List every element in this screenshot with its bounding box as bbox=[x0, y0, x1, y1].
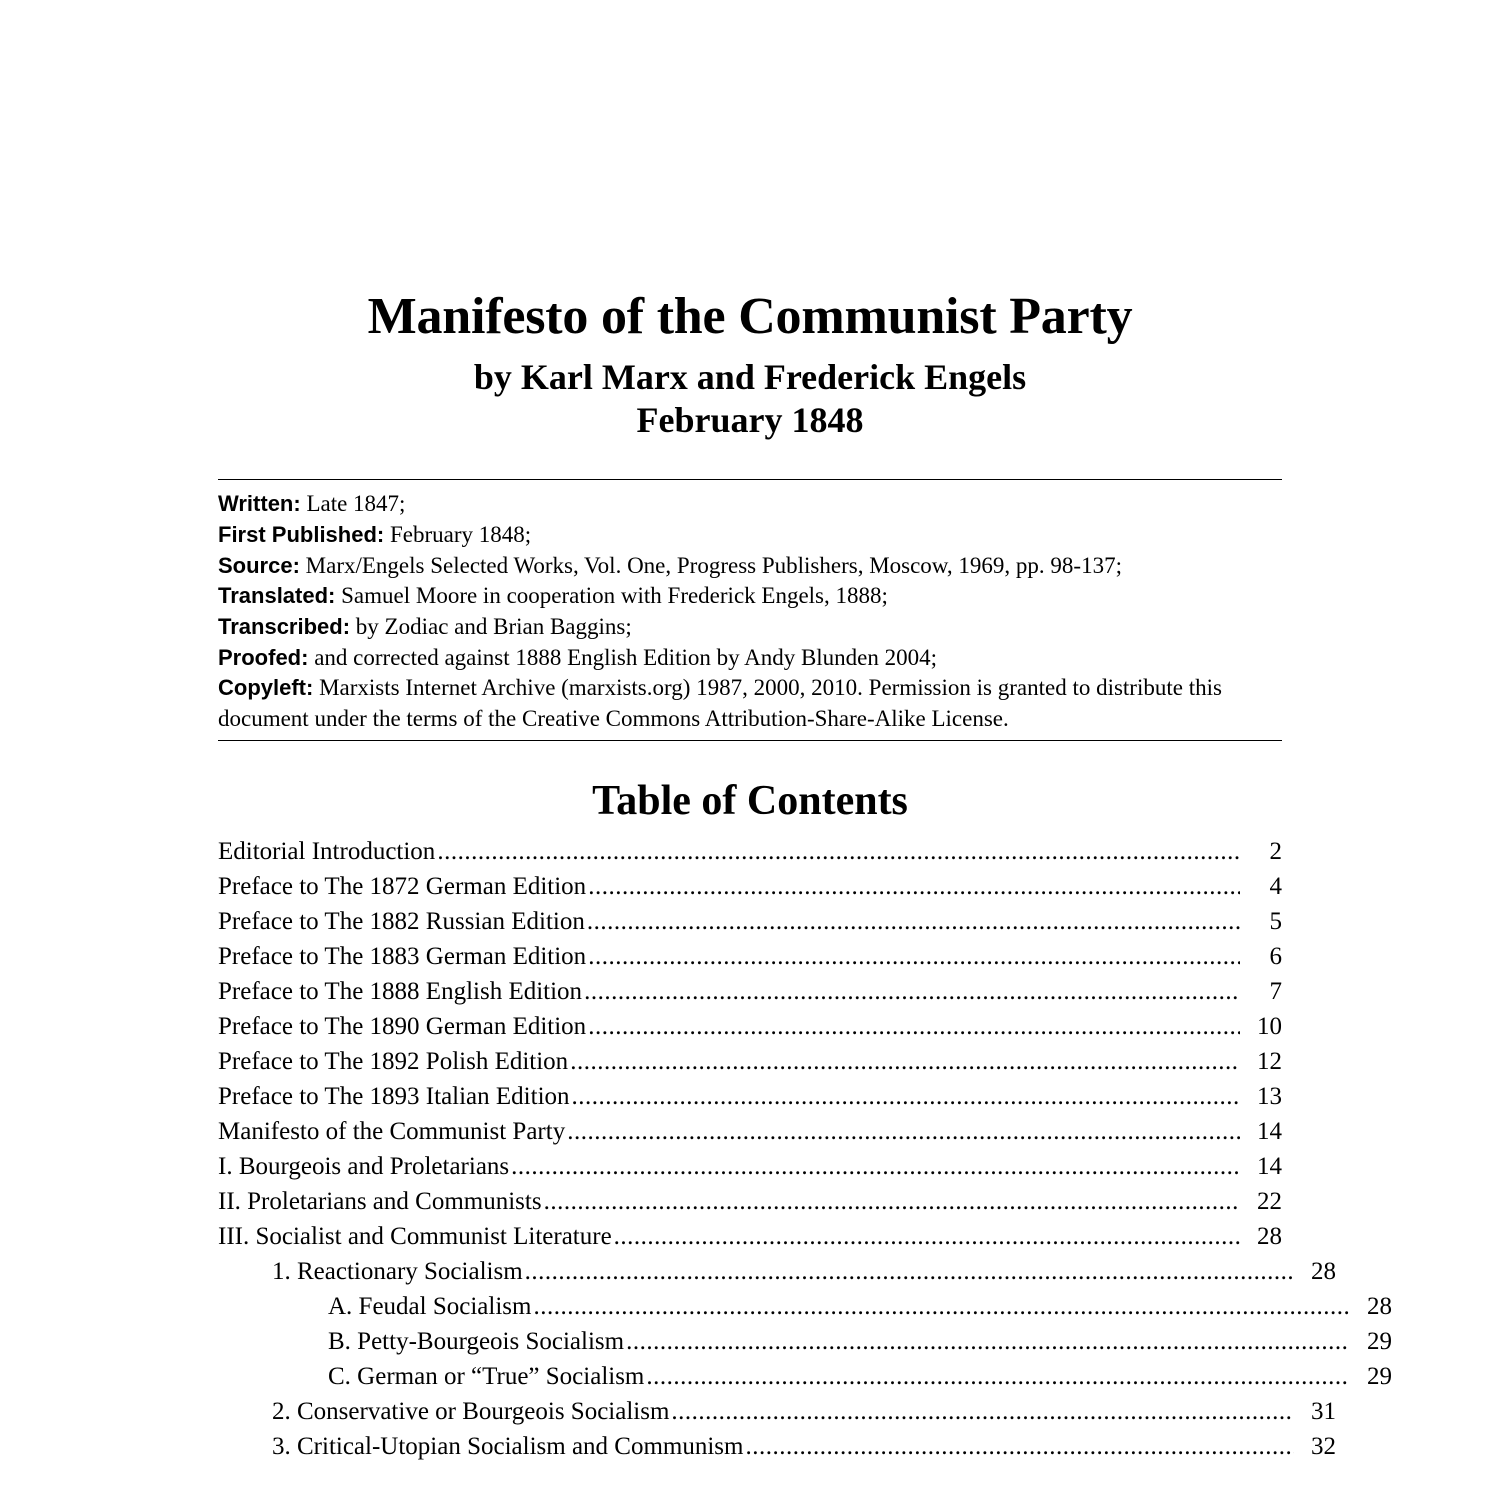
toc-leader-dots bbox=[584, 979, 1240, 1004]
toc-entry[interactable] bbox=[218, 1189, 1282, 1214]
metadata-label: Written: bbox=[218, 491, 301, 517]
toc-entry[interactable] bbox=[218, 944, 1282, 969]
metadata-line bbox=[218, 643, 1282, 674]
toc-entry-label[interactable]: C. German or “True” Socialism bbox=[328, 1362, 645, 1390]
toc-entry[interactable] bbox=[218, 1399, 1336, 1424]
toc-entry-page: 10 bbox=[1257, 1012, 1282, 1040]
toc-entry-page: 29 bbox=[1367, 1327, 1392, 1355]
metadata-line bbox=[218, 489, 1282, 520]
toc-entry[interactable] bbox=[218, 1364, 1392, 1389]
toc-leader-dots bbox=[572, 1084, 1240, 1109]
toc-entry-label[interactable]: 1. Reactionary Socialism bbox=[272, 1257, 523, 1285]
toc-leader-dots bbox=[567, 1119, 1240, 1144]
toc-leader-dots bbox=[745, 1434, 1294, 1459]
toc-entry-page: 32 bbox=[1311, 1432, 1336, 1460]
toc-entry-page: 6 bbox=[1269, 942, 1282, 970]
toc-entry-page: 28 bbox=[1311, 1257, 1336, 1285]
toc-entry-label[interactable]: Editorial Introduction bbox=[218, 837, 436, 865]
toc-entry-label[interactable]: III. Socialist and Communist Literature bbox=[218, 1222, 612, 1250]
page-title: Manifesto of the Communist Party bbox=[367, 288, 1133, 345]
toc-leader-dots bbox=[588, 874, 1240, 899]
toc-leader-dots bbox=[570, 1049, 1240, 1074]
toc-entry[interactable] bbox=[218, 1119, 1282, 1144]
metadata-value: Marxists Internet Archive (marxists.org) 1987, 2000, 2010. Permission is granted to distribute this document under the terms of the Creative Commons Attribution-Share-Alike License. bbox=[218, 675, 1222, 732]
metadata-value: by Zodiac and Brian Baggins; bbox=[350, 613, 632, 639]
toc-heading: Table of Contents bbox=[592, 777, 908, 824]
toc-entry-label[interactable]: Preface to The 1872 German Edition bbox=[218, 872, 587, 900]
toc-entry[interactable] bbox=[218, 1434, 1336, 1459]
divider-bottom bbox=[218, 740, 1282, 741]
toc-entry[interactable] bbox=[218, 1154, 1282, 1179]
metadata-value: February 1848; bbox=[384, 521, 532, 547]
toc-leader-dots bbox=[511, 1154, 1240, 1179]
toc-entry[interactable] bbox=[218, 874, 1282, 899]
toc-entry[interactable] bbox=[218, 979, 1282, 1004]
toc-entry[interactable] bbox=[218, 1049, 1282, 1074]
metadata-label: First Published: bbox=[218, 521, 385, 547]
toc-entry-page: 7 bbox=[1269, 977, 1282, 1005]
metadata-line bbox=[218, 673, 1282, 734]
toc-entry-page: 31 bbox=[1311, 1397, 1336, 1425]
metadata-label: Proofed: bbox=[218, 644, 309, 670]
toc-entry[interactable] bbox=[218, 1224, 1282, 1249]
toc-entry-label[interactable]: Preface to The 1883 German Edition bbox=[218, 942, 587, 970]
toc-entry-label[interactable]: Preface to The 1888 English Edition bbox=[218, 977, 583, 1005]
toc-entry-label[interactable]: 2. Conservative or Bourgeois Socialism bbox=[272, 1397, 670, 1425]
toc-entry[interactable] bbox=[218, 1014, 1282, 1039]
toc-entry[interactable] bbox=[218, 1259, 1336, 1284]
toc-entry-label[interactable]: A. Feudal Socialism bbox=[328, 1292, 532, 1320]
document-author: by Karl Marx and Frederick Engels bbox=[473, 357, 1027, 398]
toc-entry[interactable] bbox=[218, 909, 1282, 934]
title-block bbox=[218, 0, 1282, 441]
toc-leader-dots bbox=[626, 1329, 1350, 1354]
toc-entry-label[interactable]: B. Petty-Bourgeois Socialism bbox=[328, 1327, 625, 1355]
toc-entry-page: 22 bbox=[1257, 1187, 1282, 1215]
toc-entry-label[interactable]: Manifesto of the Communist Party bbox=[218, 1117, 566, 1145]
metadata-value: Marx/Engels Selected Works, Vol. One, Progress Publishers, Moscow, 1969, pp. 98-137; bbox=[299, 552, 1122, 578]
toc-entry-page: 5 bbox=[1269, 907, 1282, 935]
toc-entry[interactable] bbox=[218, 839, 1282, 864]
toc-entry-label[interactable]: II. Proletarians and Communists bbox=[218, 1187, 542, 1215]
document-date: February 1848 bbox=[636, 399, 864, 440]
toc-leader-dots bbox=[646, 1364, 1350, 1389]
toc-leader-dots bbox=[587, 909, 1240, 934]
metadata-block bbox=[218, 480, 1282, 740]
toc-entry-page: 13 bbox=[1257, 1082, 1282, 1110]
metadata-value: Late 1847; bbox=[300, 491, 406, 517]
metadata-value: and corrected against 1888 English Edition by Andy Blunden 2004; bbox=[308, 644, 938, 670]
toc-entry-page: 14 bbox=[1257, 1117, 1282, 1145]
metadata-label: Transcribed: bbox=[218, 613, 351, 639]
metadata-label: Translated: bbox=[218, 583, 336, 609]
toc-leader-dots bbox=[525, 1259, 1294, 1284]
toc-leader-dots bbox=[671, 1399, 1294, 1424]
toc-leader-dots bbox=[614, 1224, 1240, 1249]
metadata-value: Samuel Moore in cooperation with Frederick Engels, 1888; bbox=[335, 583, 888, 609]
toc-entry-label[interactable]: Preface to The 1892 Polish Edition bbox=[218, 1047, 569, 1075]
metadata-line bbox=[218, 612, 1282, 643]
metadata-line bbox=[218, 581, 1282, 612]
toc-leader-dots bbox=[437, 839, 1240, 864]
toc-entry-label[interactable]: I. Bourgeois and Proletarians bbox=[218, 1152, 510, 1180]
toc-entry-page: 14 bbox=[1257, 1152, 1282, 1180]
toc-entry[interactable] bbox=[218, 1329, 1392, 1354]
toc-entry-page: 28 bbox=[1257, 1222, 1282, 1250]
toc-list bbox=[218, 837, 1392, 1460]
metadata-label: Copyleft: bbox=[218, 675, 314, 701]
metadata-line bbox=[218, 551, 1282, 582]
toc-entry-label[interactable]: Preface to The 1882 Russian Edition bbox=[218, 907, 585, 935]
toc-entry-page: 29 bbox=[1367, 1362, 1392, 1390]
toc-leader-dots bbox=[588, 1014, 1240, 1039]
metadata-line bbox=[218, 520, 1282, 551]
toc-entry-page: 2 bbox=[1269, 837, 1282, 865]
toc-entry-page: 28 bbox=[1367, 1292, 1392, 1320]
toc-entry-page: 12 bbox=[1257, 1047, 1282, 1075]
toc-entry[interactable] bbox=[218, 1084, 1282, 1109]
toc-leader-dots bbox=[544, 1189, 1240, 1214]
toc-entry-label[interactable]: Preface to The 1890 German Edition bbox=[218, 1012, 587, 1040]
toc-entry-label[interactable]: 3. Critical-Utopian Socialism and Communism bbox=[272, 1432, 744, 1460]
toc-leader-dots bbox=[588, 944, 1240, 969]
toc-leader-dots bbox=[533, 1294, 1350, 1319]
metadata-label: Source: bbox=[218, 552, 300, 578]
toc-entry-page: 4 bbox=[1269, 872, 1282, 900]
toc-entry[interactable] bbox=[218, 1294, 1392, 1319]
toc-entry-label[interactable]: Preface to The 1893 Italian Edition bbox=[218, 1082, 570, 1110]
